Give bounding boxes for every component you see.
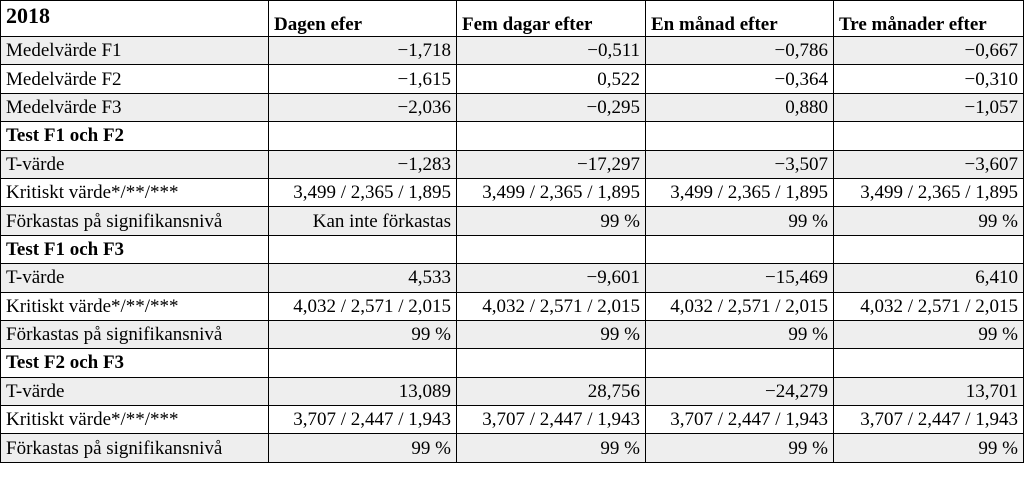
row-label: Medelvärde F3 xyxy=(1,93,269,121)
table-row xyxy=(1,37,1024,65)
table-row xyxy=(1,150,1024,178)
table-cell: 99 % xyxy=(646,320,834,348)
empty-cell xyxy=(646,122,834,150)
table-cell: −9,601 xyxy=(457,264,646,292)
table-cell: −15,469 xyxy=(646,264,834,292)
table-row xyxy=(1,406,1024,434)
table-cell: −24,279 xyxy=(646,377,834,405)
row-label: T-värde xyxy=(1,264,269,292)
table-cell: −2,036 xyxy=(269,93,457,121)
row-label: Medelvärde F2 xyxy=(1,65,269,93)
table-cell: 4,533 xyxy=(269,264,457,292)
table-cell: 3,499 / 2,365 / 1,895 xyxy=(457,178,646,206)
row-label: Kritiskt värde*/**/*** xyxy=(1,292,269,320)
table-cell: 13,089 xyxy=(269,377,457,405)
table-cell: 99 % xyxy=(834,434,1024,462)
empty-cell xyxy=(457,349,646,377)
column-header: Tre månader efter xyxy=(834,1,1024,37)
table-cell: 99 % xyxy=(646,434,834,462)
table-cell: 28,756 xyxy=(457,377,646,405)
row-label: T-värde xyxy=(1,377,269,405)
table-cell: Kan inte förkastas xyxy=(269,207,457,235)
table-cell: −1,057 xyxy=(834,93,1024,121)
empty-cell xyxy=(834,122,1024,150)
section-title: Test F1 och F2 xyxy=(1,122,269,150)
table-row xyxy=(1,178,1024,206)
row-label: T-värde xyxy=(1,150,269,178)
table-cell: 0,880 xyxy=(646,93,834,121)
table-row xyxy=(1,93,1024,121)
table-cell: −17,297 xyxy=(457,150,646,178)
table-row xyxy=(1,377,1024,405)
table-row xyxy=(1,292,1024,320)
empty-cell xyxy=(646,349,834,377)
table-cell: 3,499 / 2,365 / 1,895 xyxy=(834,178,1024,206)
table-header-row xyxy=(1,1,1024,37)
table-row xyxy=(1,207,1024,235)
table-cell: −0,786 xyxy=(646,37,834,65)
table-cell: 4,032 / 2,571 / 2,015 xyxy=(646,292,834,320)
table-cell: 99 % xyxy=(269,434,457,462)
table-cell: 3,707 / 2,447 / 1,943 xyxy=(269,406,457,434)
table-cell: −1,615 xyxy=(269,65,457,93)
table-cell: 99 % xyxy=(457,320,646,348)
table-row xyxy=(1,434,1024,462)
table-cell: 99 % xyxy=(457,207,646,235)
empty-cell xyxy=(834,349,1024,377)
empty-cell xyxy=(457,122,646,150)
empty-cell xyxy=(834,235,1024,263)
year-header: 2018 xyxy=(1,1,269,37)
table-row xyxy=(1,65,1024,93)
table-cell: −0,310 xyxy=(834,65,1024,93)
section-header-row xyxy=(1,235,1024,263)
column-header: En månad efter xyxy=(646,1,834,37)
table-cell: 99 % xyxy=(646,207,834,235)
section-header-row xyxy=(1,122,1024,150)
table-cell: 99 % xyxy=(834,320,1024,348)
table-cell: 0,522 xyxy=(457,65,646,93)
table-cell: 99 % xyxy=(834,207,1024,235)
row-label: Förkastas på signifikansnivå xyxy=(1,320,269,348)
table-cell: 3,707 / 2,447 / 1,943 xyxy=(646,406,834,434)
table-cell: 3,707 / 2,447 / 1,943 xyxy=(457,406,646,434)
table-cell: −1,283 xyxy=(269,150,457,178)
table-cell: 99 % xyxy=(269,320,457,348)
table-cell: 4,032 / 2,571 / 2,015 xyxy=(457,292,646,320)
empty-cell xyxy=(646,235,834,263)
row-label: Förkastas på signifikansnivå xyxy=(1,207,269,235)
row-label: Kritiskt värde*/**/*** xyxy=(1,178,269,206)
table-cell: 4,032 / 2,571 / 2,015 xyxy=(269,292,457,320)
table-cell: 99 % xyxy=(457,434,646,462)
table-cell: −1,718 xyxy=(269,37,457,65)
table-cell: −0,511 xyxy=(457,37,646,65)
section-title: Test F1 och F3 xyxy=(1,235,269,263)
table-cell: −0,667 xyxy=(834,37,1024,65)
section-header-row xyxy=(1,349,1024,377)
table-row xyxy=(1,320,1024,348)
column-header: Dagen efer xyxy=(269,1,457,37)
empty-cell xyxy=(457,235,646,263)
table-row xyxy=(1,264,1024,292)
table-cell: −0,364 xyxy=(646,65,834,93)
table-cell: 6,410 xyxy=(834,264,1024,292)
empty-cell xyxy=(269,122,457,150)
table-cell: 3,499 / 2,365 / 1,895 xyxy=(646,178,834,206)
table-cell: 4,032 / 2,571 / 2,015 xyxy=(834,292,1024,320)
row-label: Förkastas på signifikansnivå xyxy=(1,434,269,462)
table-cell: −3,507 xyxy=(646,150,834,178)
table-cell: −0,295 xyxy=(457,93,646,121)
section-title: Test F2 och F3 xyxy=(1,349,269,377)
empty-cell xyxy=(269,235,457,263)
row-label: Medelvärde F1 xyxy=(1,37,269,65)
column-header: Fem dagar efter xyxy=(457,1,646,37)
table-cell: 3,707 / 2,447 / 1,943 xyxy=(834,406,1024,434)
empty-cell xyxy=(269,349,457,377)
table-cell: 3,499 / 2,365 / 1,895 xyxy=(269,178,457,206)
table-cell: 13,701 xyxy=(834,377,1024,405)
row-label: Kritiskt värde*/**/*** xyxy=(1,406,269,434)
table-cell: −3,607 xyxy=(834,150,1024,178)
